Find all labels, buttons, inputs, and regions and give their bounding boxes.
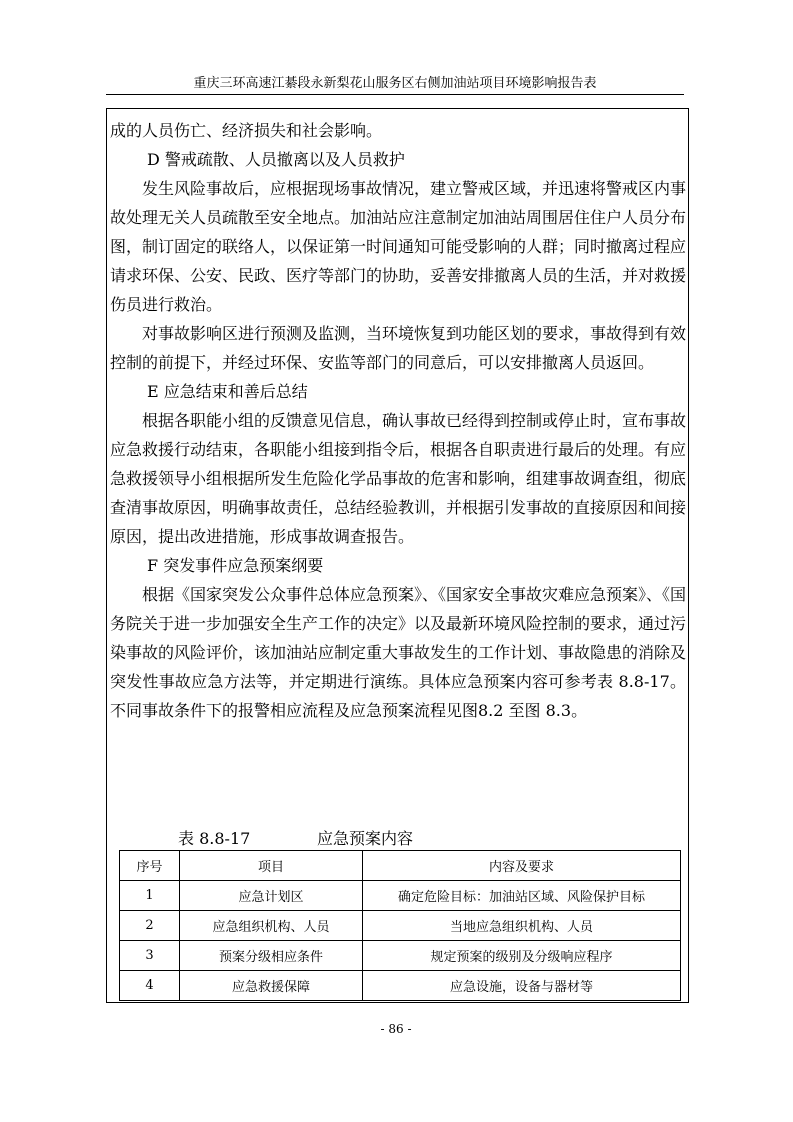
table-cell: 应急救援保障 xyxy=(180,971,363,1001)
table-row xyxy=(120,971,681,1001)
table-header-row xyxy=(120,851,681,881)
table-cell: 当地应急组织机构、人员 xyxy=(363,911,681,941)
paragraph: 根据《国家突发公众事件总体应急预案》、《国家安全事故灾难应急预案》、《国务院关于进一步加强安全生产工作的决定》以及最新环境风险控制的要求，通过污染事故的风险评价，该加油站应制定重大事故发生的工作计划、事故隐患的消除及突发性事故应急方法等，并定期进行演练。具体应急预案内容可参考表 8.8-17。不同事故条件下的报警相应流程及应急预案流程见图8.2 至图 8.3。 xyxy=(110,585,687,720)
table-cell: 4 xyxy=(120,971,180,1001)
table-number: 表 8.8-17 xyxy=(178,829,251,848)
body-text xyxy=(110,116,686,725)
paragraph: 根据各职能小组的反馈意见信息，确认事故已经得到控制或停止时，宣布事故应急救援行动结束，各职能小组接到指令后，根据各自职责进行最后的处理。有应急救援领导小组根据所发生危险化学品事故的危害和影响，组建事故调查组，彻底查清事故原因，明确事故责任，总结经验教训，并根据引发事故的直接原因和间接原因，提出改进措施，形成事故调查报告。 xyxy=(110,411,687,546)
section-heading-d: D 警戒疏散、人员撤离以及人员救护 xyxy=(147,150,405,169)
table-cell: 2 xyxy=(120,911,180,941)
table-cell: 3 xyxy=(120,941,180,971)
table-row xyxy=(120,911,681,941)
paragraph: 对事故影响区进行预测及监测，当环境恢复到功能区划的要求，事故得到有效控制的前提下，并经过环保、安监等部门的同意后，可以安排撤离人员返回。 xyxy=(110,324,687,372)
table-row xyxy=(120,941,681,971)
paragraph: 成的人员伤亡、经济损失和社会影响。 xyxy=(110,121,383,140)
column-header: 项目 xyxy=(180,851,363,881)
page-number: - 86 - xyxy=(380,1022,412,1036)
table-cell: 规定预案的级别及分级响应程序 xyxy=(363,941,681,971)
section-heading-e: E 应急结束和善后总结 xyxy=(147,382,308,401)
paragraph: 发生风险事故后，应根据现场事故情况，建立警戒区域，并迅速将警戒区内事故处理无关人员疏散至安全地点。加油站应注意制定加油站周围居住住户人员分布图，制订固定的联络人，以保证第一时间通知可能受影响的人群；同时撤离过程应请求环保、公安、民政、医疗等部门的协助，妥善安排撤离人员的生活，并对救援伤员进行救治。 xyxy=(110,179,687,314)
table-cell: 1 xyxy=(120,881,180,911)
table-cell: 预案分级相应条件 xyxy=(180,941,363,971)
column-header: 内容及要求 xyxy=(363,851,681,881)
table-cell: 确定危险目标：加油站区域、风险保护目标 xyxy=(363,881,681,911)
header-rule xyxy=(106,94,684,95)
column-header: 序号 xyxy=(120,851,180,881)
table-cell: 应急设施，设备与器材等 xyxy=(363,971,681,1001)
table-row xyxy=(120,881,681,911)
table-cell: 应急组织机构、人员 xyxy=(180,911,363,941)
table-cell: 应急计划区 xyxy=(180,881,363,911)
table-caption xyxy=(178,828,498,850)
table-title: 应急预案内容 xyxy=(317,829,414,848)
section-heading-f: F 突发事件应急预案纲要 xyxy=(147,556,324,575)
page-header: 重庆三环高速江綦段永新梨花山服务区右侧加油站项目环境影响报告表 xyxy=(193,76,597,91)
emergency-plan-table xyxy=(119,850,681,1001)
